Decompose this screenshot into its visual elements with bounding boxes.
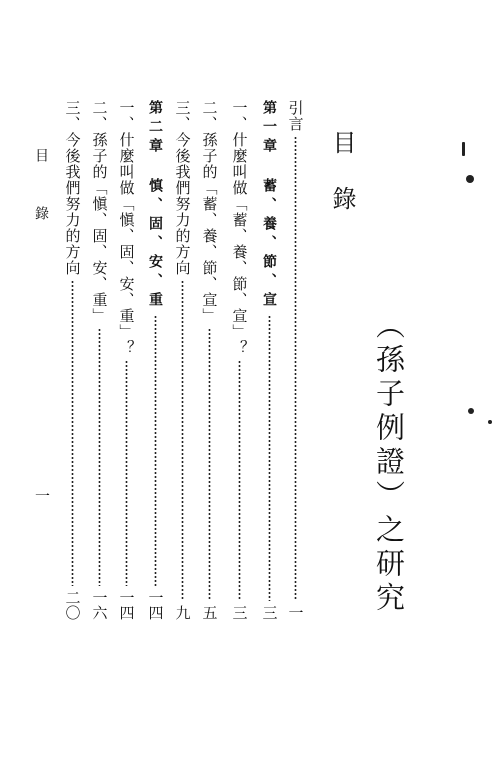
dot-leader [268,315,271,601]
dot-leader [125,360,128,586]
toc-entry-page: 一四 [146,590,165,620]
toc-heading: 目錄 [328,130,356,242]
dot-leader [294,136,297,601]
running-header-title: 目錄 [33,148,49,264]
toc-entry-page: 一四 [117,590,136,620]
toc-entry-2-2 [89,100,109,620]
toc-entry-1-1 [229,100,249,620]
scan-mark [462,142,465,156]
toc-entry-page: 三 [230,605,249,620]
toc-entry-2-1 [116,100,136,620]
toc-entry-label: 三、今後我們努力的方向 [173,100,192,276]
toc-entry-label: 二、孫子的「蓄、養、節、宣」 [200,100,219,324]
toc-entry-label: 一、什麼叫做「愼、固、安、重」？ [117,100,136,356]
toc-entry-label: 三、今後我們努力的方向 [63,100,82,276]
dot-leader [181,280,184,601]
toc-entry-label: 第二章 慎、固、安、重 [147,100,163,311]
toc-entry-2-3 [62,100,82,620]
dot-leader [208,328,211,601]
dot-leader [98,328,101,586]
toc-entry-page: 一六 [90,590,109,620]
toc-entry-page: 三 [260,605,279,620]
toc-entry-label: 一、什麼叫做「蓄、養、節、宣」？ [230,100,249,356]
toc-entry-page: 九 [173,605,192,620]
toc-entry-preface [285,100,305,620]
scan-mark [488,420,492,424]
scan-mark [468,408,474,414]
toc-entry-1-3 [172,100,192,620]
toc-entry-1-2 [199,100,219,620]
scan-mark [466,175,474,183]
toc-entry-page: 一 [286,605,305,620]
toc-entry-page: 二〇 [63,590,82,620]
toc-chapter-2 [145,100,165,620]
dot-leader [71,280,74,586]
toc-entry-label: 第一章 蓄、養、節、宣 [261,100,277,311]
book-title: （孫子例證）之研究 [372,310,406,616]
toc-entry-page: 五 [200,605,219,620]
dot-leader [154,315,157,586]
toc-entry-label: 二、孫子的「愼、固、安、重」 [90,100,109,324]
page-number: 一 [33,488,51,503]
toc-entry-label: 引言 [286,100,305,132]
toc-chapter-1 [259,100,279,620]
dot-leader [238,360,241,601]
